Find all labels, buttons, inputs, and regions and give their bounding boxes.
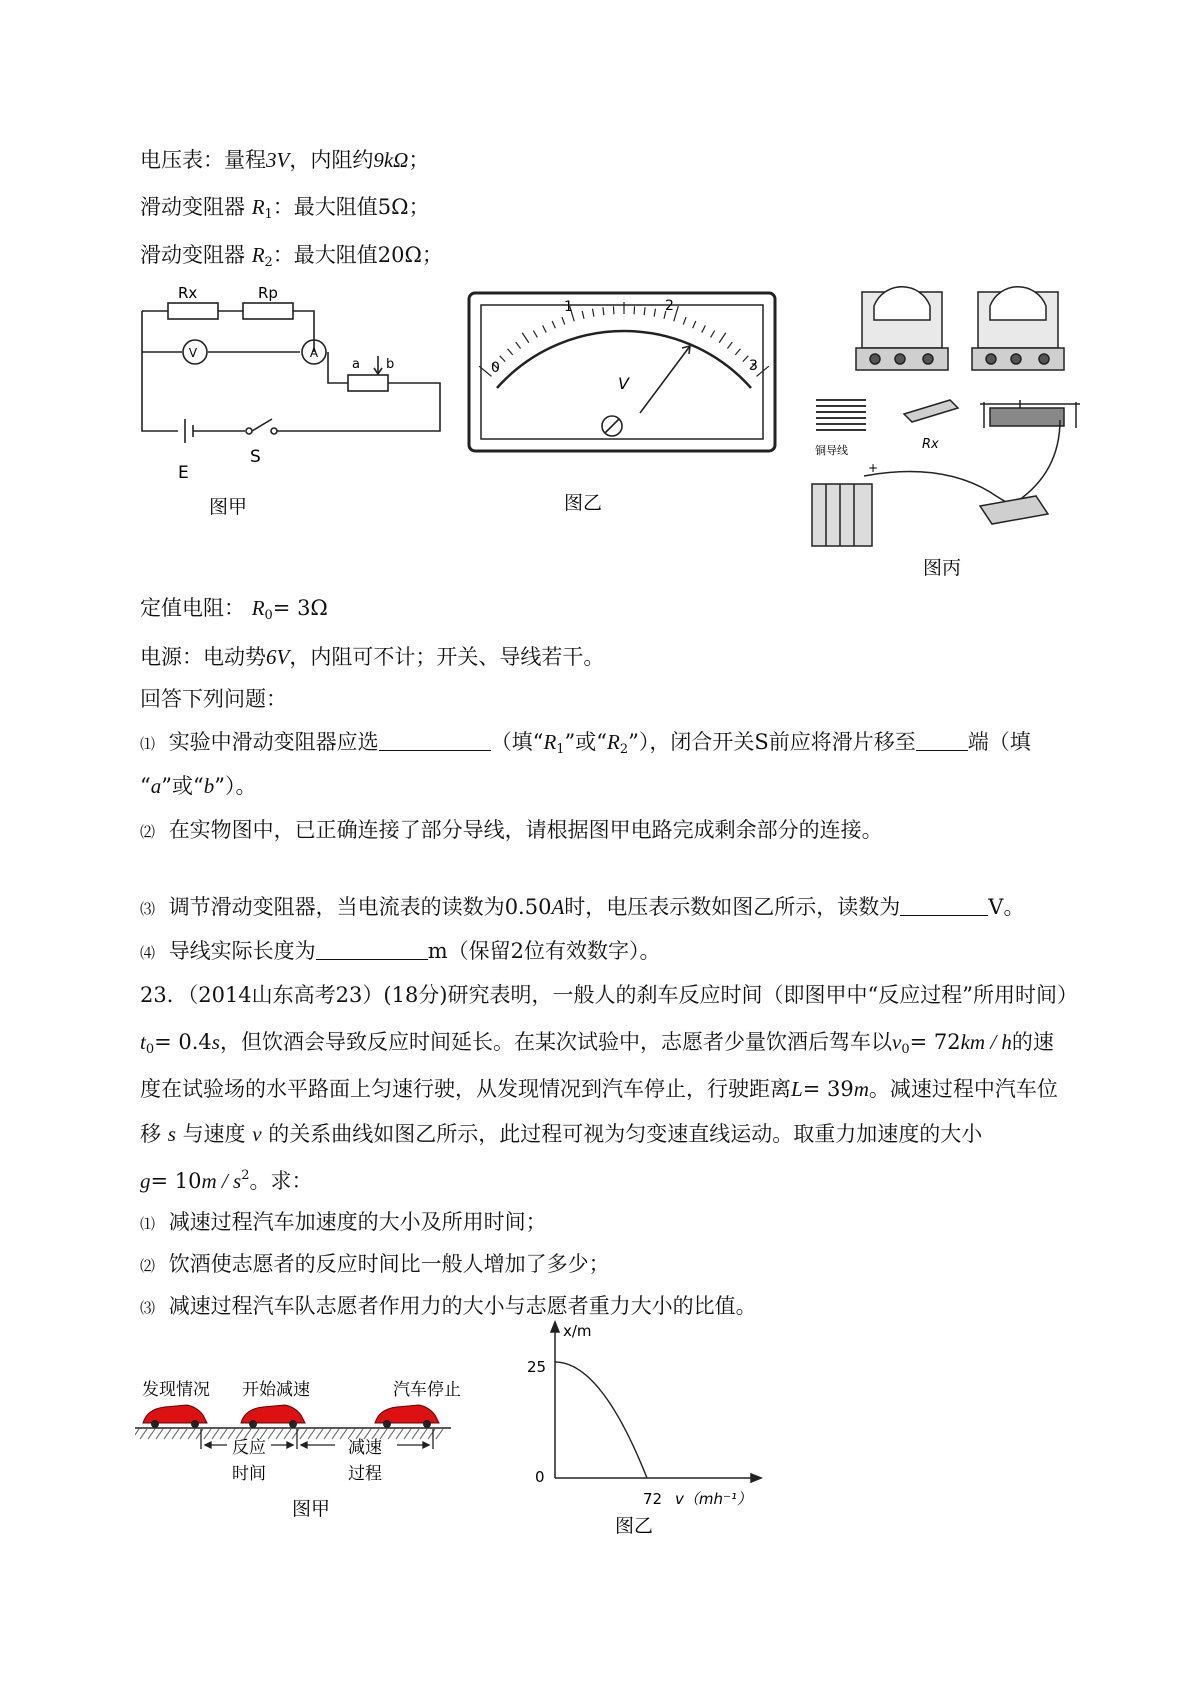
dial-tick-mark — [693, 321, 696, 328]
q23-line3: 度在试验场的水平路面上匀速行驶，从发现情况到汽车停止，行驶距离L= 39m。减速过程中汽车位 — [140, 1077, 1058, 1101]
label-start-braking: 开始减速 — [242, 1380, 310, 1400]
q23-line5: $g= 10m / s^2$。求： — [140, 1168, 313, 1193]
dial-tick-mark — [735, 349, 740, 355]
ground-hatch — [148, 1429, 155, 1439]
ground-hatch — [396, 1429, 403, 1439]
ground-hatch — [164, 1429, 171, 1439]
apparatus — [812, 287, 1080, 546]
ground-hatch — [308, 1429, 315, 1439]
label-process: 过程 — [348, 1464, 382, 1484]
dial-tick-mark — [582, 311, 584, 319]
y-tick-25: 25 — [527, 1358, 547, 1376]
circuit-figures — [0, 276, 1200, 606]
ground-hatch — [140, 1429, 147, 1439]
origin-label: 0 — [535, 1468, 545, 1486]
dial-tick-mark — [562, 317, 565, 325]
label-car-stop: 汽车停止 — [393, 1380, 461, 1400]
voltmeter-dial — [469, 293, 775, 451]
dial-tick-3: 3 — [749, 358, 758, 374]
answer-blank-length[interactable] — [316, 941, 428, 960]
dial-tick-mark — [592, 309, 593, 317]
q23-sub2: ⑵ 饮酒使志愿者的反应时间比一般人增加了多少； — [140, 1252, 610, 1276]
q23-line2: $t_0= 0.4s$，但饮酒会导致反应时间延长。在某次试验中，志愿者少量饮酒后驾车以$v_0= 72km / h$的速 — [140, 1030, 1054, 1057]
answer-blank-rheostat[interactable] — [379, 732, 491, 751]
dial-tick-mark — [654, 309, 655, 317]
rheostat-r1-spec: 滑动变阻器 $R_1$：最大阻值5Ω； — [140, 195, 430, 222]
dial-tick-mark — [674, 306, 679, 321]
ground-hatch — [220, 1429, 227, 1439]
caption-fig2-yi: 图乙 — [615, 1515, 654, 1537]
caption-fig-bing: 图丙 — [922, 557, 962, 579]
sv-curve — [555, 1362, 647, 1478]
label-time: 时间 — [232, 1464, 266, 1484]
label-found-situation: 发现情况 — [142, 1380, 210, 1400]
dial-tick-mark — [644, 307, 645, 315]
ground-hatch — [404, 1429, 411, 1439]
ground-hatch — [284, 1429, 291, 1439]
fixed-resistor-spec: 定值电阻： $R_0= 3\Omega$ — [140, 596, 328, 623]
dial-tick-mark — [522, 333, 529, 343]
dial-tick-1: 1 — [564, 299, 573, 315]
dial-unit-v: V — [618, 374, 629, 393]
q22-part3: ⑶ 调节滑动变阻器，当电流表的读数为0.50A时，电压表示数如图乙所示，读数为 V。 — [140, 895, 1025, 919]
q23-sub3: ⑶ 减速过程汽车队志愿者作用力的大小与志愿者重力大小的比值。 — [140, 1294, 757, 1318]
voltmeter-spec: 电压表：量程3V，内阻约9kΩ； — [140, 148, 430, 172]
dial-tick-mark — [552, 321, 555, 328]
battery-label: E — [178, 463, 189, 483]
dial-tick-mark — [683, 317, 686, 325]
q23-line1: 23．（2014山东高考23）(18分)研究表明，一般人的刹车反应时间（即图甲中“反应过程”所用时间） — [140, 983, 1078, 1007]
copper-wire-label: 铜导线 — [815, 444, 848, 457]
dial-tick-mark — [702, 325, 706, 332]
switch-label: S — [250, 447, 261, 467]
dial-tick-mark — [533, 330, 537, 337]
car-icon — [143, 1405, 439, 1423]
dial-tick-0: 0 — [491, 360, 500, 376]
ground-hatch — [135, 1429, 139, 1439]
ground-hatch — [204, 1429, 211, 1439]
displacement-velocity-chart — [525, 1320, 785, 1550]
y-axis-label: x/m — [563, 1322, 592, 1340]
ground-hatch — [316, 1429, 323, 1439]
ground-hatch — [268, 1429, 275, 1439]
ground-hatch — [188, 1429, 195, 1439]
ground-hatch — [332, 1429, 339, 1439]
dial-tick-mark — [603, 307, 604, 315]
q23-sub1: ⑴ 减速过程汽车加速度的大小及所用时间； — [140, 1210, 547, 1234]
braking-diagram — [135, 1365, 495, 1565]
ground-hatch — [436, 1429, 443, 1439]
x-axis-label: v（mh⁻¹） — [675, 1490, 752, 1508]
ground-hatch — [292, 1429, 299, 1439]
caption-fig2-jia: 图甲 — [291, 1498, 331, 1520]
q22-part1-cont: “a”或“b”）。 — [140, 774, 257, 798]
answer-blank-voltage[interactable] — [900, 897, 988, 916]
rx-component-label: Rx — [922, 437, 939, 452]
ground-hatch — [420, 1429, 427, 1439]
dial-tick-mark — [719, 333, 726, 343]
power-source-spec: 电源：电动势6V，内阻可不计；开关、导线若干。 — [140, 645, 605, 669]
dial-tick-mark — [711, 330, 715, 337]
ground-hatch — [276, 1429, 283, 1439]
ammeter-symbol: A — [309, 346, 319, 360]
ground-hatch — [172, 1429, 179, 1439]
label-deceleration: 减速 — [348, 1438, 382, 1458]
q23-line4: 移 s 与速度 v 的关系曲线如图乙所示，此过程可视为匀变速直线运动。取重力加速度的大小 — [140, 1122, 983, 1146]
ground-hatch — [340, 1429, 347, 1439]
x-tick-72: 72 — [643, 1490, 663, 1508]
dial-tick-mark — [727, 342, 732, 348]
terminal-a-label: a — [352, 357, 360, 372]
q22-part4: ⑷ 导线实际长度为 m（保留2位有效数字）。 — [140, 939, 661, 963]
rp-label: Rp — [258, 284, 278, 302]
ground-hatch — [324, 1429, 331, 1439]
circuit-diagram — [142, 303, 440, 443]
dial-tick-2: 2 — [665, 298, 674, 314]
ground-hatch — [196, 1429, 203, 1439]
ground-hatch — [300, 1429, 307, 1439]
dial-tick-mark — [508, 349, 513, 355]
label-reaction: 反应 — [232, 1438, 266, 1458]
caption-fig-jia: 图甲 — [208, 496, 248, 518]
ground-hatch — [388, 1429, 395, 1439]
ground-hatch — [180, 1429, 187, 1439]
q22-intro: 回答下列问题： — [140, 687, 287, 711]
dial-tick-mark — [543, 325, 547, 332]
rx-label: Rx — [178, 284, 198, 302]
ground-hatch — [412, 1429, 419, 1439]
dial-tick-mark — [743, 356, 749, 362]
battery-plus: + — [868, 461, 879, 475]
q22-part2: ⑵ 在实物图中，已正确连接了部分导线，请根据图甲电路完成剩余部分的连接。 — [140, 818, 883, 842]
ground-hatch — [428, 1429, 435, 1439]
dial-tick-mark — [516, 342, 521, 348]
dial-tick-mark — [500, 356, 506, 362]
voltmeter-symbol: V — [188, 346, 198, 360]
q22-part1: ⑴ 实验中滑动变阻器应选 （填“$R_1$”或“$R_2$”），闭合开关S前应将滑片移至 端（填 — [140, 730, 1031, 757]
ground-hatch — [212, 1429, 219, 1439]
terminal-b-label: b — [386, 357, 395, 372]
rheostat-r2-spec: 滑动变阻器 $R_2$：最大阻值20Ω； — [140, 243, 443, 270]
caption-fig-yi: 图乙 — [563, 492, 603, 514]
ground-hatch — [156, 1429, 163, 1439]
answer-blank-end[interactable] — [916, 732, 968, 751]
